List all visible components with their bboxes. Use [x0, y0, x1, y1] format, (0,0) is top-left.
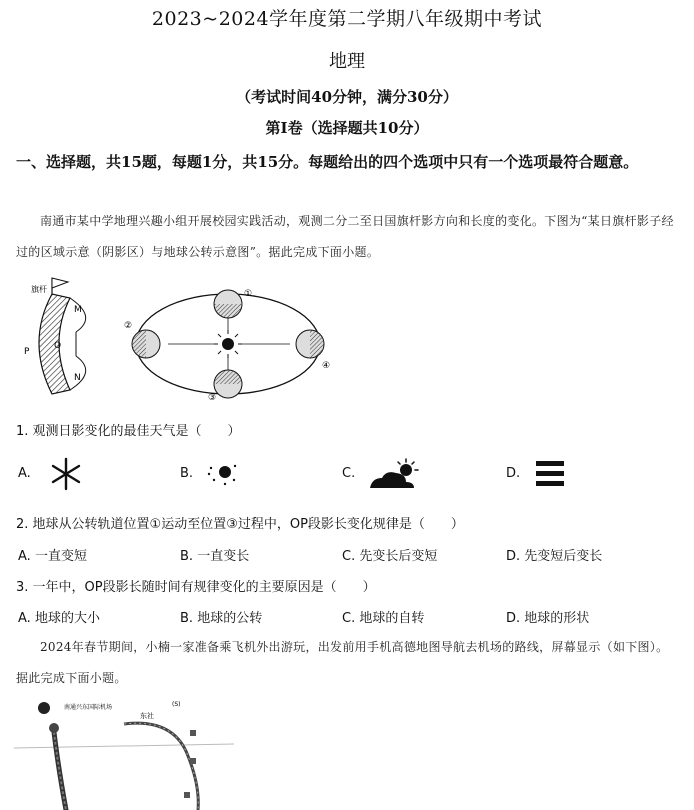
option-label: D. [506, 611, 521, 626]
q3-option-c[interactable] [342, 607, 424, 626]
option-label: C. [342, 549, 356, 564]
section-heading: 一、选择题，共15题，每题1分，共15分。每题给出的四个选项中只有一个选项最符合题意。 [16, 153, 639, 171]
option-text: 地球的形状 [524, 611, 590, 626]
label-n: N [74, 373, 81, 383]
subject-title: 地理 [329, 51, 365, 72]
sunny-icon [205, 460, 239, 488]
q1-option-c-label[interactable]: C. [342, 466, 356, 481]
position-1: ① [244, 289, 253, 299]
earth-top [214, 290, 242, 318]
q1-option-b-label[interactable]: B. [180, 466, 194, 481]
map-label-airport: 南通兴东国际机场 [64, 704, 113, 711]
position-2: ② [124, 321, 133, 331]
map-label-s: (S) [172, 701, 181, 708]
exam-title: 2023~2024学年度第二学期八年级期中考试 [151, 8, 543, 30]
q1-option-a-label[interactable]: A. [18, 466, 31, 481]
question-3-stem: 3. 一年中，OP段影长随时间有规律变化的主要原因是（ ） [16, 580, 376, 595]
option-text: 一直变长 [197, 549, 250, 564]
figure-flagpole-orbit [18, 272, 338, 410]
earth-left [132, 330, 160, 358]
label-o: O [54, 341, 62, 351]
option-label: B. [180, 549, 194, 564]
q3-option-b[interactable] [180, 607, 262, 626]
volume-heading: 第Ⅰ卷（选择题共10分） [265, 119, 429, 137]
orbit-diagram [124, 289, 330, 403]
navigation-map [14, 696, 234, 810]
option-label: A. [18, 611, 31, 626]
option-label: A. [18, 549, 31, 564]
passage-2: 2024年春节期间，小楠一家准备乘飞机外出游玩，出发前用手机高德地图导航去机场的路线，屏幕显示（如下图）。据此完成下面小题。 [16, 640, 669, 685]
passage-1: 南通市某中学地理兴趣小组开展校园实践活动，观测二分二至日国旗杆影方向和长度的变化。下图为“某日旗杆影子经过的区域示意（阴影区）与地球公转示意图”。据此完成下面小题。 [16, 214, 674, 259]
option-text: 地球的大小 [34, 611, 100, 626]
cloudy-icon [368, 456, 422, 490]
earth-right [296, 330, 324, 358]
position-4: ④ [322, 361, 331, 371]
option-text: 地球的自转 [359, 611, 425, 626]
q3-option-d[interactable] [506, 607, 589, 626]
label-p: P [24, 347, 30, 357]
label-m: M [74, 305, 82, 315]
map-label-dongshe: 东社 [140, 712, 154, 720]
exam-info: （考试时间40分钟，满分30分） [236, 88, 458, 106]
q3-option-a[interactable] [18, 607, 100, 626]
snow-icon [48, 456, 84, 492]
sun-icon [222, 338, 234, 350]
q2-option-b[interactable] [180, 545, 249, 564]
q1-option-d-label[interactable]: D. [506, 466, 521, 481]
label-flagpole: 旗杆 [31, 285, 47, 294]
position-3: ③ [208, 393, 217, 403]
option-text: 先变长后变短 [359, 549, 438, 564]
question-1-stem: 1. 观测日影变化的最佳天气是（ ） [16, 424, 241, 439]
fog-icon [534, 459, 566, 489]
option-text: 一直变短 [34, 549, 87, 564]
option-label: B. [180, 611, 194, 626]
option-label: D. [506, 549, 521, 564]
q2-option-d[interactable] [506, 545, 602, 564]
option-text: 地球的公转 [197, 611, 263, 626]
question-2-stem: 2. 地球从公转轨道位置①运动至位置③过程中，OP段影长变化规律是（ ） [16, 517, 464, 532]
q2-option-a[interactable] [18, 545, 87, 564]
option-text: 先变短后变长 [524, 549, 603, 564]
option-label: C. [342, 611, 356, 626]
earth-bottom [214, 370, 242, 398]
q2-option-c[interactable] [342, 545, 437, 564]
